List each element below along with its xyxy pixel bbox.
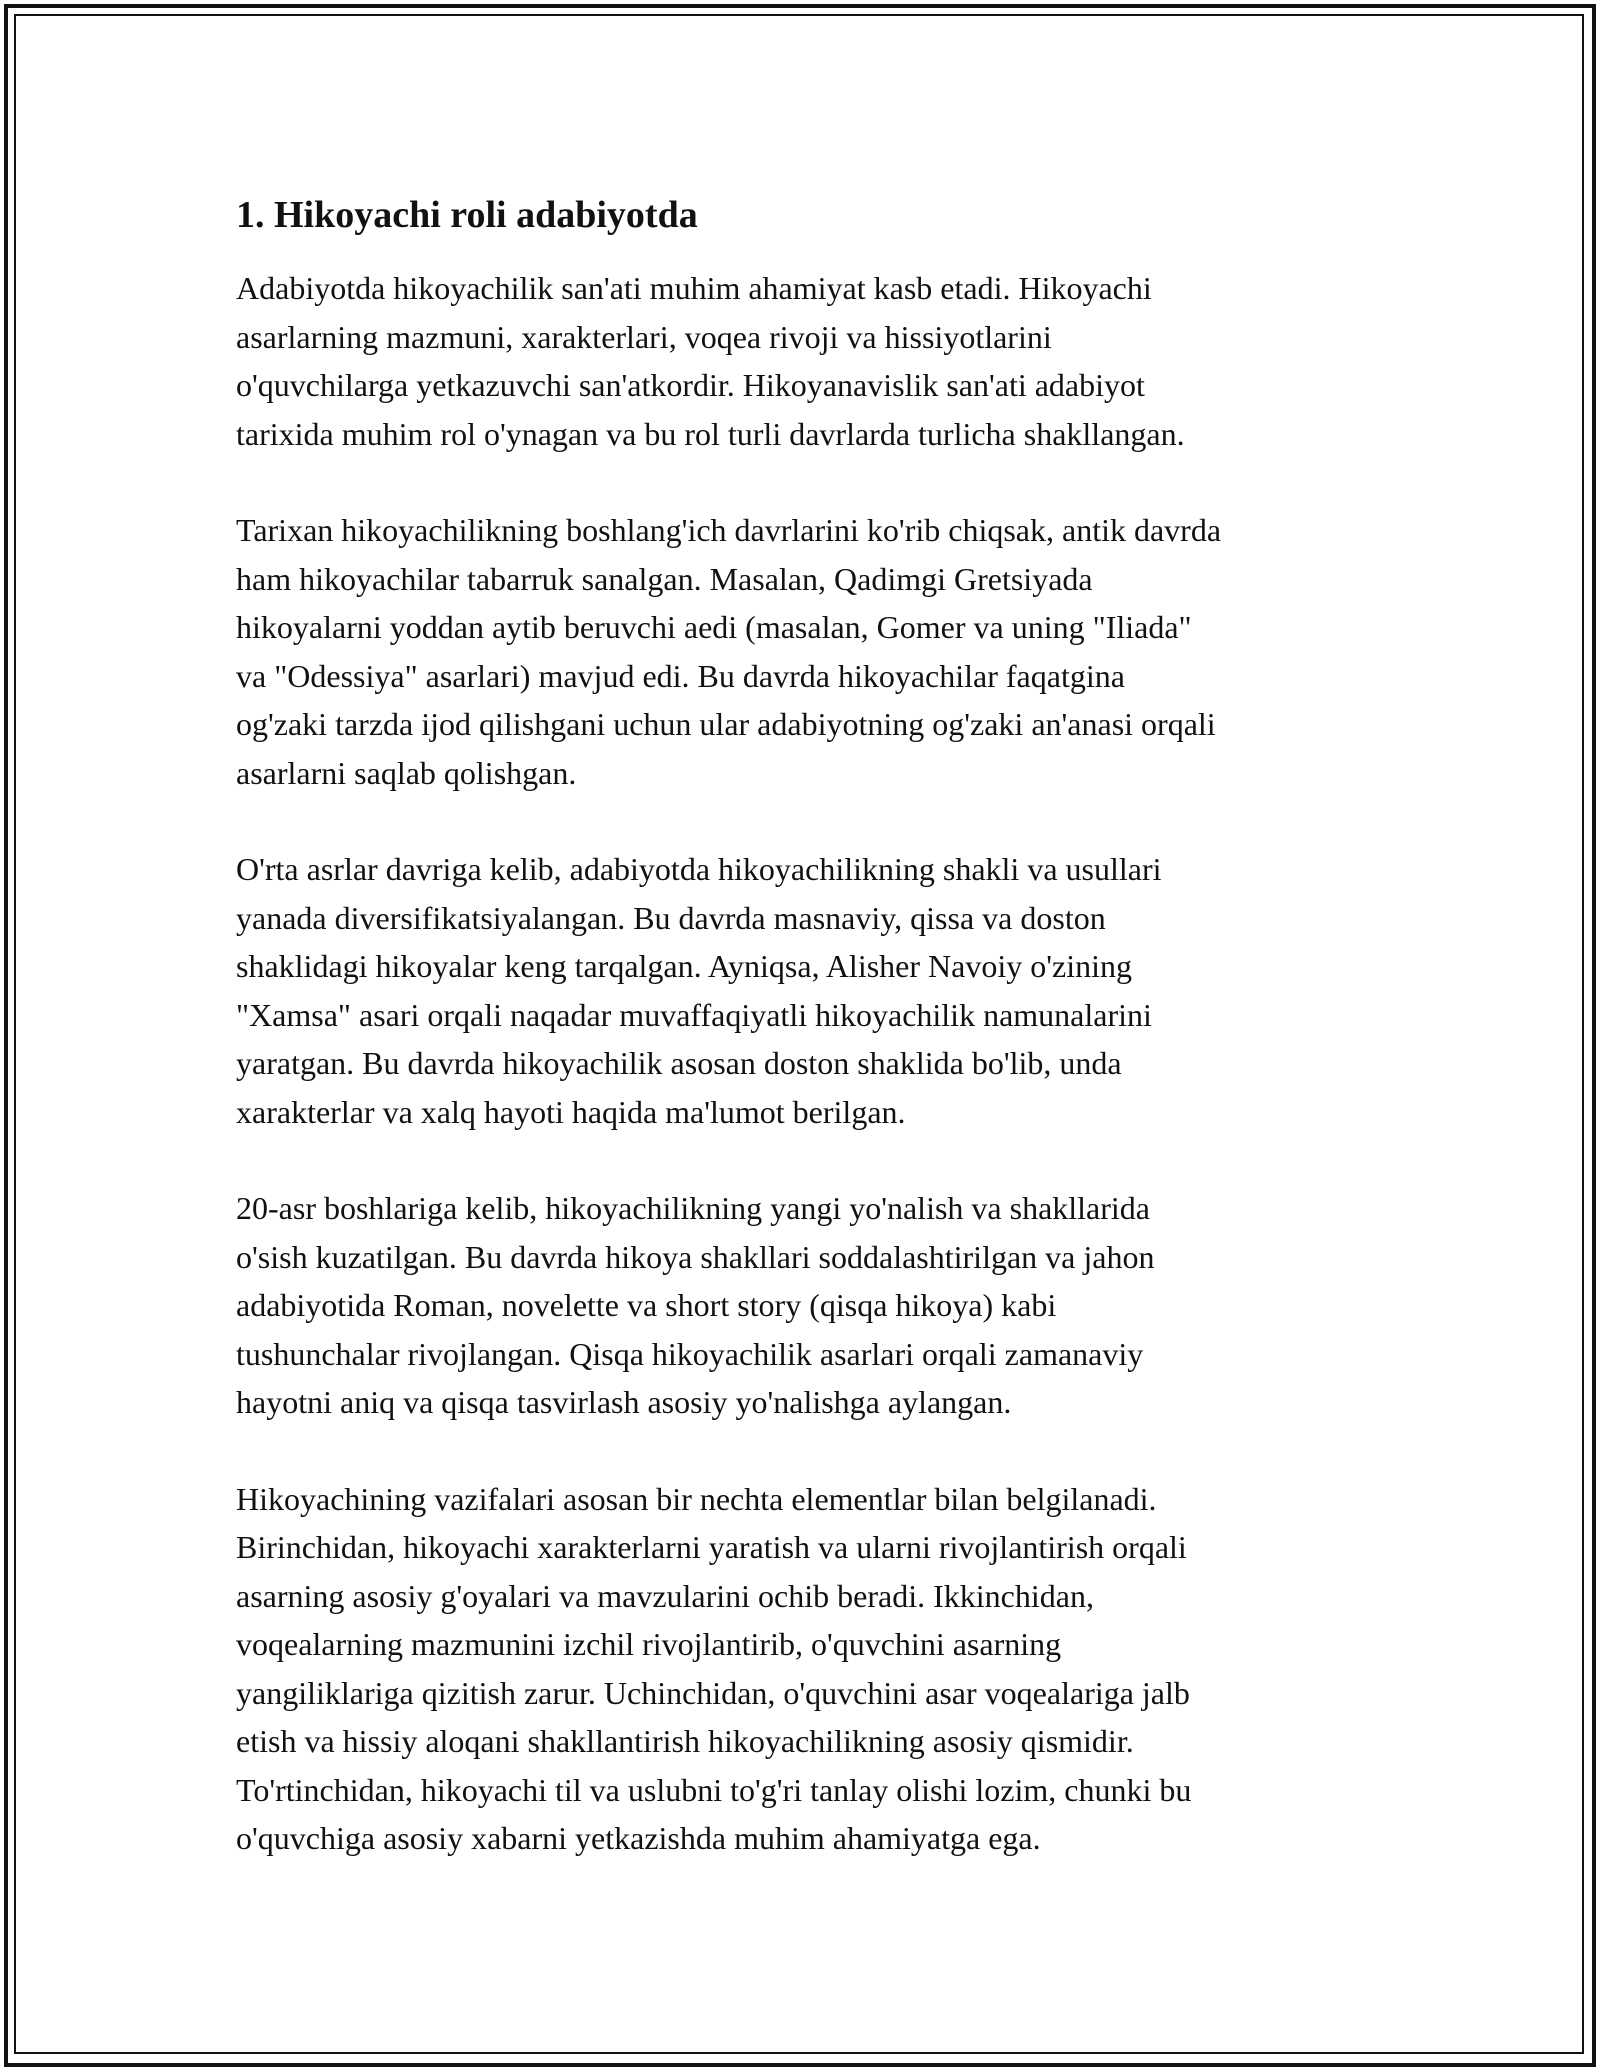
paragraph-line: asarning asosiy g'oyalari va mavzularini ochib beradi. Ikkinchidan, xyxy=(236,1577,1094,1614)
paragraph-line: voqealarning mazmunini izchil rivojlantirib, o'quvchini asarning xyxy=(236,1626,1062,1662)
paragraph-line: asarlarning mazmuni, xarakterlari, voqea rivoji va hissiyotlarini xyxy=(236,318,1052,355)
paragraph-line: o'sish kuzatilgan. Bu davrda hikoya shakllari soddalashtirilgan va jahon xyxy=(236,1238,1155,1275)
paragraph-line: asarlarni saqlab qolishgan. xyxy=(236,754,577,791)
paragraph-line: O'rta asrlar davriga kelib, adabiyotda hikoyachilikning shakli va usullari xyxy=(236,851,1162,887)
paragraph xyxy=(236,845,1376,1136)
paragraph-line: Tarixan hikoyachilikning boshlang'ich davrlarini ko'rib chiqsak, antik davrda xyxy=(236,512,1222,548)
paragraph-line: 20-asr boshlariga kelib, hikoyachilikning yangi yo'nalish va shakllarida xyxy=(236,1190,1150,1226)
paragraph-line: Birinchidan, hikoyachi xarakterlarni yaratish va ularni rivojlantirish orqali xyxy=(236,1529,1187,1565)
document-body xyxy=(236,186,1376,1911)
paragraph-line: etish va hissiy aloqani shakllantirish hikoyachilikning asosiy qismidir. xyxy=(236,1723,1134,1759)
paragraph-line: yanada diversifikatsiyalangan. Bu davrda masnaviy, qissa va doston xyxy=(236,899,1106,936)
paragraph-line: xarakterlar va xalq hayoti haqida ma'lumot berilgan. xyxy=(236,1093,906,1130)
paragraph-line: tarixida muhim rol o'ynagan va bu rol turli davrlarda turlicha shakllangan. xyxy=(236,415,1185,452)
paragraph-line: Hikoyachining vazifalari asosan bir nechta elementlar bilan belgilanadi. xyxy=(236,1480,1157,1517)
paragraph-list xyxy=(236,264,1376,1863)
paragraph-line: o'quvchilarga yetkazuvchi san'atkordir. Hikoyanavislik san'ati adabiyot xyxy=(236,367,1145,403)
paragraph-line: ham hikoyachilar tabarruk sanalgan. Masalan, Qadimgi Gretsiyada xyxy=(236,560,1093,597)
paragraph-line: va "Odessiya" asarlari) mavjud edi. Bu davrda hikoyachilar faqatgina xyxy=(236,657,1125,694)
paragraph-line: tushunchalar rivojlangan. Qisqa hikoyachilik asarlari orqali zamanaviy xyxy=(236,1335,1144,1372)
paragraph-line: yangiliklariga qizitish zarur. Uchinchidan, o'quvchini asar voqealariga jalb xyxy=(236,1674,1190,1711)
paragraph-line: o'quvchiga asosiy xabarni yetkazishda muhim ahamiyatga ega. xyxy=(236,1820,1041,1856)
paragraph-line: hayotni aniq va qisqa tasvirlash asosiy yo'nalishga aylangan. xyxy=(236,1384,1012,1420)
section-heading: 1. Hikoyachi roli adabiyotda xyxy=(236,194,698,236)
paragraph-line: og'zaki tarzda ijod qilishgani uchun ular adabiyotning og'zaki an'anasi orqali xyxy=(236,706,1216,742)
paragraph xyxy=(236,506,1376,797)
paragraph xyxy=(236,264,1376,458)
paragraph xyxy=(236,1184,1376,1427)
paragraph xyxy=(236,1475,1376,1863)
paragraph-line: Adabiyotda hikoyachilik san'ati muhim ahamiyat kasb etadi. Hikoyachi xyxy=(236,270,1152,306)
paragraph-line: yaratgan. Bu davrda hikoyachilik asosan doston shaklida bo'lib, unda xyxy=(236,1045,1122,1081)
paragraph-line: "Xamsa" asari orqali naqadar muvaffaqiyatli hikoyachilik namunalarini xyxy=(236,996,1152,1033)
paragraph-line: To'rtinchidan, hikoyachi til va uslubni to'g'ri tanlay olishi lozim, chunki bu xyxy=(236,1771,1192,1808)
paragraph-line: adabiyotida Roman, novelette va short story (qisqa hikoya) kabi xyxy=(236,1287,1057,1323)
paragraph-line: hikoyalarni yoddan aytib beruvchi aedi (masalan, Gomer va uning "Iliada" xyxy=(236,609,1192,645)
paragraph-line: shaklidagi hikoyalar keng tarqalgan. Ayniqsa, Alisher Navoiy o'zining xyxy=(236,948,1132,984)
